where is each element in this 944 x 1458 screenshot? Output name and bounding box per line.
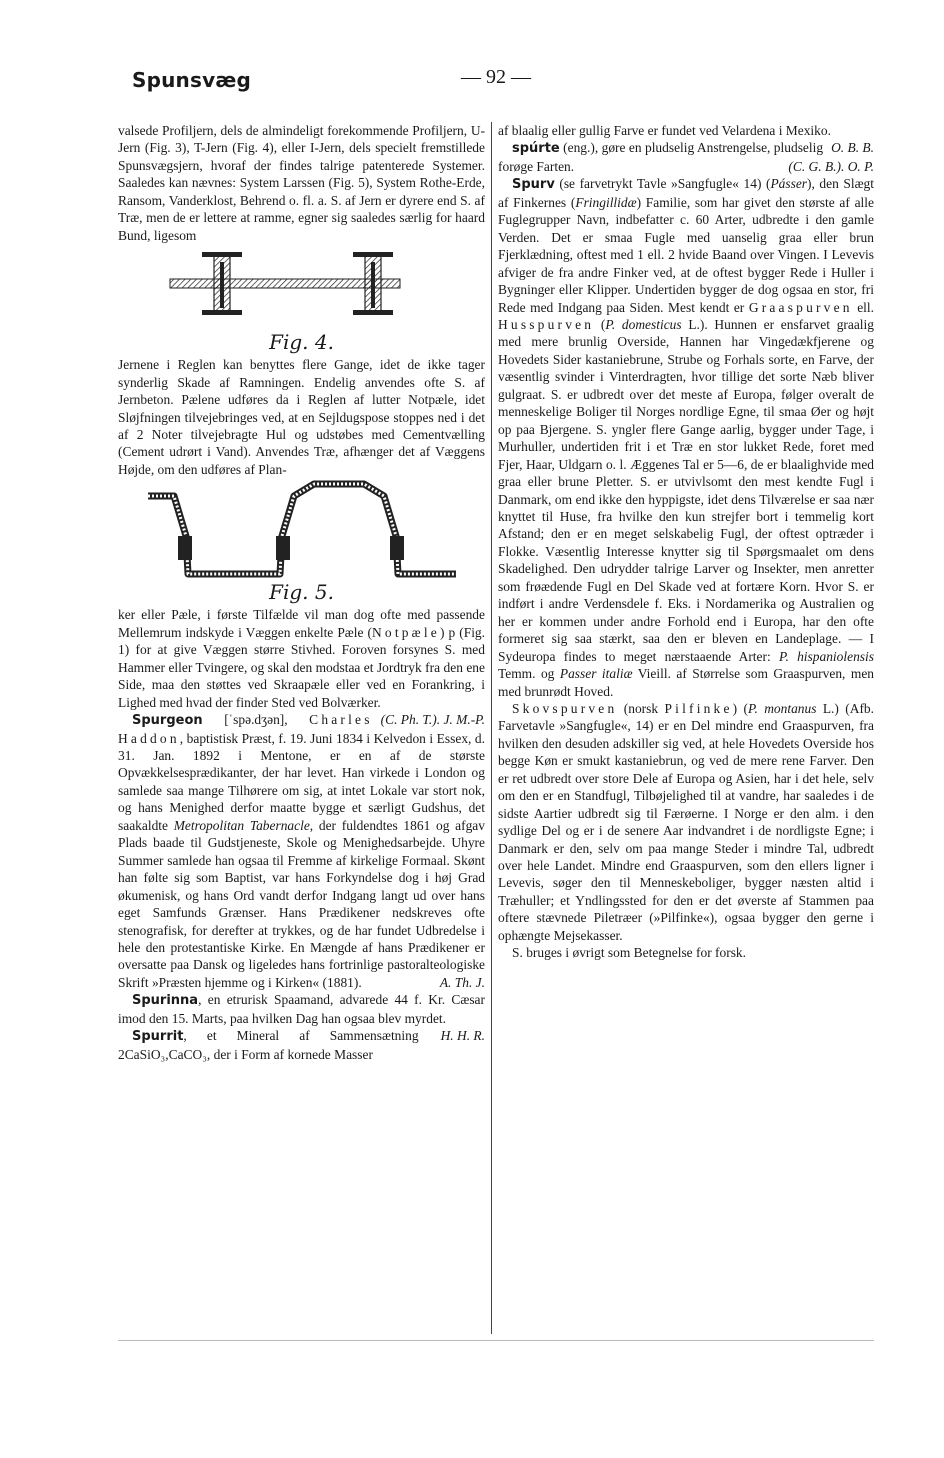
running-head-title: Spunsvæg xyxy=(132,68,252,92)
signature-spurrit: O. B. B. xyxy=(831,140,874,156)
figure-5-caption: Fig. 5. xyxy=(269,580,334,605)
entry-spurgeon: Spurgeon [ˈspə.dʒən], Charles Haddon, baptistisk Præst, f. 19. Juni 1834 i Kelvedon i Essex, d. 31. Jan. 1892 i Mentone, er en af de største Opvækkelsesprædikanter, der har levet. Han virkede i London og samlede saa mange Tilhørere om sig, at intet Lokale var stort nok, og hans Menighed derfor maatte bygge et særligt Gudshus, det saakaldte Metropolitan Tabernacle, der fuldendtes 1861 og afgav Plads baade til Gudstjeneste, Skole og Menighedsarbejde. Uhyre Summer samlede han ogsaa til Fremme af kirkelige Formaal. Skønt han følte sig som Baptist, var hans Forkyndelse dog i høj Grad økumenisk, og hans Ord vandt derfor Indgang langt ud over hans eget Samfunds Grænser. Hans Prædikener nedskreves ofte stenografisk, for derefter at trykkes, og de har fundet Udbredelse i hele den protestantiske Kirke. En Mængde af hans Prædikener er oversatte paa Dansk og ligeledes hans fortrinlige pastoralteologiske Skrift »Præsten hjemme og i Kirken« (1881). A. Th. J. xyxy=(118,712,485,990)
right-column xyxy=(498,122,874,962)
signature-spurte: (C. G. B.). O. P. xyxy=(788,158,874,174)
figure-4-drawing xyxy=(118,244,485,330)
paragraph-jernene: Jernene i Reglen kan benyttes flere Gange, idet de ikke tager synderlig Skade af Ramningen. Endelig anvendes ofte S. af Jernbeton. Pælene udføres da i Reglen af lutter Notpæle, idet Sløjfningen tilvejebringes ved, at en Sejldugspose stoppes ned i det af 2 Noter tilvejebragte Hul og udstøbes med Cementvælling (Cement udrørt i Vand). Anvendes Træ, afhænger det af Væggens Højde, om den udføres af Plan- xyxy=(118,357,485,477)
page-bottom-rule xyxy=(118,1340,874,1341)
left-column xyxy=(118,122,485,1063)
figure-4 xyxy=(118,244,485,356)
entry-spurv: Spurv (se farvetrykt Tavle »Sangfugle« 14) (Pásser), den Slægt af Finkernes (Fringillidæ) Familie, som har givet den største af alle Fuglegrupper Navn, indbefatter c. 60 Arter, udbredte i den gamle Verden. Det er smaa Fugle med uanselig graa eller brun Fjerklædning, oftest med 1 ell. 2 hvide Baand over Vingen. I Levevis afviger de fra andre Finker ved, at de oftest bygger Rede i Huller i Bygninger eller Klipper. Undertiden bygger de dog ogsaa en stor, fri Rede med Indgang paa Siden. Mest kendt er Graaspurven ell. Husspurven (P. domesticus L.). Hunnen er ensfarvet graalig med mere brunlig Overside, Hannen har Vingedækfjerene og Hovedets Sider kastaniebrune, Strube og Forhals sorte, en Farve, der væsentlig svinder i Vinterdragten, hvor tillige det sorte Næb bliver gulgraat. S. er udbredt over det meste af Europa, følger overalt de menneskelige Boliger til Norges nordlige Egne, til smaa Øer og højt op paa Bjergene. S. yngler flere Gange aarlig, bygger under Tage, i Murhuller, undertiden frit i et Træ en stor lukket Rede, foret med Fjer, Haar, Uldgarn o. l. Æggenes Tal er 5—6, de er blaalighvide med graa eller brune Pletter. S. er utvivlsomt den mest kendte Fugl i Danmark, om end ikke den hyppigste, idet dens Tilværelse er saa nær knyttet til Huse, fra hvilke den kun strejfer bort i temmelig kort Afstand; den er en meget selskabelig Fugl, der oftest optræder i Flokke. Væsentlig Interesse knytter sig til Spørgsmaalet om dens Skadelighed. Den udrydder talrige Larver og Insekter, men anretter som frøædende Fugl en Del Skade ved at fortære Korn. Hvor S. er indført i andre Verdensdele f. Eks. i Nordamerika og Australien og her er kommen under andre Forhold end i Europa, har den ofte formeret sig saa stærkt, saa den er bleven en Landeplage. — I Sydeuropa findes to meget nærstaaende Arter: P. hispaniolensis Temm. og Passer italiæ Vieill. af Størrelse som Graaspurven, men med brunrødt Hoved. xyxy=(498,176,874,699)
entry-spurte: spúrte (eng.), gøre en pludselig Anstrengelse, pludselig forøge Farten. (C. G. B.). O. P. xyxy=(498,140,874,174)
paragraph-planker: ker eller Pæle, i første Tilfælde vil man dog ofte med passende Mellemrum indskyde i Væggen enkelte Pæle (Notpæle) p (Fig. 1) for at give Væggen større Stivhed. Foroven forsynes S. med Hammer eller Tvingere, og skal den modstaa et Jordtryk fra den ene Side, maa den støttes ved Skraapæle eller ved en Forankring, i Lighed med hvad der finder Sted ved Bolværker. (C. Ph. T.). J. M.-P. xyxy=(118,607,486,728)
entry-spurinna: Spurinna, en etrurisk Spaamand, advarede 44 f. Kr. Cæsar imod den 15. Marts, paa hvilken Dag han ogsaa blev myrdet. H. H. R. xyxy=(118,992,485,1044)
headword-spurrit: Spurrit xyxy=(132,1029,184,1045)
column-divider xyxy=(491,122,492,1334)
figure-5-drawing xyxy=(118,478,485,580)
paragraph-profiljern: valsede Profiljern, dels de almindeligt forekommende Profiljern, U-Jern (Fig. 3), T-Jern (Fig. 4), eller I-Jern, dels specielt fremstillede Spunsvægsjern, hvoraf der findes talrige patenterede Systemer. Saaledes kan nævnes: System Larssen (Fig. 5), System Rothe-Erde, Ransom, Vanderklost, Behrend o. fl. a. S. af Jern er dyrere end S. af Træ, men de er lettere at ramme, egner sig saaledes særlig for haard Bund, ligesom xyxy=(118,123,485,243)
page-header xyxy=(118,64,874,94)
signature-spurgeon: A. Th. J. xyxy=(439,974,485,990)
headword-spurv: Spurv xyxy=(512,177,555,193)
figure-5 xyxy=(118,478,485,606)
page-number: — 92 — xyxy=(461,66,531,88)
signature-spunsvaeg: (C. Ph. T.). J. M.-P. xyxy=(380,712,485,728)
headword-spurte: spúrte xyxy=(512,141,560,157)
paragraph-skovspurven: Skovspurven (norsk Pilfinke) (P. montanus L.) (Afb. Farvetavle »Sangfugle«, 14) er en Del mindre end Graaspurven, fra hvilken den desuden adskiller sig ved, at hele Hovedets Overside hos begge Køn er smukt kastaniebrun, og ved de mere rene Farver. Den er ret udbredt over store Dele af Europa og Asien, har i det hele, selv om den er en Standfugl, Tilbøjelighed til at vandre, har saaledes i de sidste Aartier udbredt sig til Færøerne. I Norge er den alm. i den sydlige Del og er i de senere Aar indvandret i de nordligste Egne; i Danmark er den, selv om paa mange Steder i mindre Tal, udbredt over hele Landet. Mindre end Graaspurven, som den ellers ligner i Levevis, søger den til Menneskeboliger, bygger næsten altid i Træhuller; et Yndlingssted for den er det øverste af Stammen paa oftere stævnede Piletræer (»Pilfinke«), ogsaa bygger den gerne i ophængte Mejsekasser. xyxy=(498,700,875,943)
paragraph-betegnelse: S. bruges i øvrigt som Betegnelse for forsk. xyxy=(512,945,747,961)
signature-spurinna: H. H. R. xyxy=(440,1028,485,1044)
headword-spurgeon: Spurgeon xyxy=(132,713,203,729)
entry-spurrit: Spurrit, et Mineral af Sammensætning 2CaSiO₃,CaCO₃, der i Form af kornede Masser xyxy=(118,1028,419,1062)
paragraph-spurrit-cont: af blaalig eller gullig Farve er fundet ved Velardena i Mexiko. O. B. B. xyxy=(498,123,874,156)
figure-4-caption: Fig. 4. xyxy=(269,330,334,355)
headword-spurinna: Spurinna xyxy=(132,993,199,1009)
